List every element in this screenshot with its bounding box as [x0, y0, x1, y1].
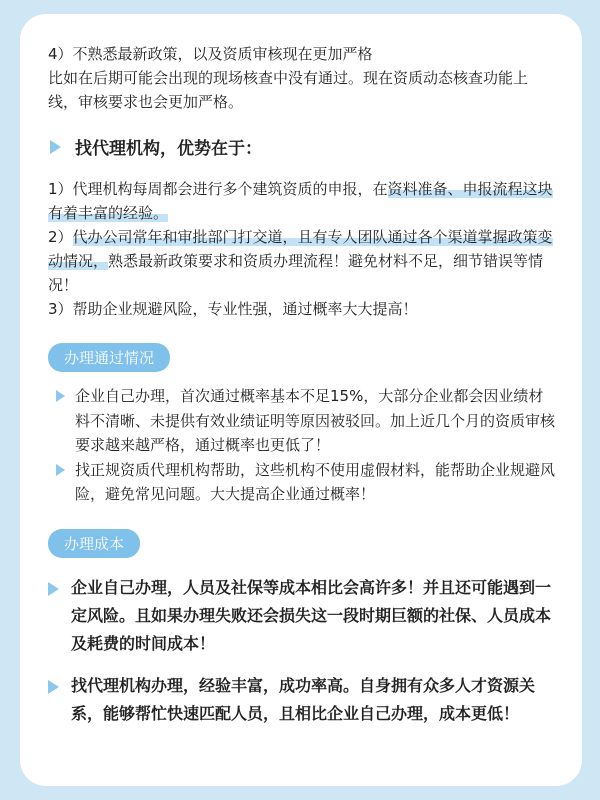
triangle-bullet-icon [48, 680, 59, 694]
agency-item-2-prefix: 2） [48, 228, 73, 246]
cost-item-text: 找代理机构办理，经验丰富，成功率高。自身拥有众多人才资源关系，能够帮忙快速匹配人员，且相比企业自己办理，成本更低！ [71, 675, 536, 723]
triangle-bullet-icon [50, 140, 61, 154]
intro-line-2: 比如在后期可能会出现的现场核查中没有通过。现在资质动态核查功能上线，审核要求也会更加严格。 [48, 69, 529, 111]
agency-item-3: 3）帮助企业规避风险，专业性强，通过概率大大提高！ [48, 300, 418, 318]
agency-item-1 [48, 177, 556, 225]
triangle-bullet-icon [48, 582, 59, 596]
agency-item-2-text: 熟悉最新政策要求和资质办理流程！避免材料不足，细节错误等情况！ [48, 252, 544, 294]
triangle-bullet-icon [56, 464, 65, 476]
status-item-text: 找正规资质代理机构帮助，这些机构不使用虚假材料，能帮助企业规避风险，避免常见问题。大大提高企业通过概率！ [75, 460, 556, 503]
agency-item-1-highlight: 资料准备、申报流程这块有着丰富的经验。 [48, 180, 553, 222]
agency-item-2-highlight: 代办公司常年和审批部门打交道，且有专人团队通过各个渠道掌握政策变动情况， [48, 228, 553, 270]
agency-heading [48, 134, 556, 159]
cost-item [48, 672, 556, 728]
cost-tag: 办理成本 [48, 529, 140, 558]
status-item-text: 企业自己办理，首次通过概率基本不足15%，大部分企业都会因业绩材料不清晰、未提供有效业绩证明等原因被驳回。加上近几个月的资质审核要求越来越严格，通过概率也更低了！ [75, 387, 556, 454]
agency-item-2 [48, 225, 556, 297]
agency-heading-text: 找代理机构，优势在于： [75, 139, 262, 159]
cost-item [48, 574, 556, 658]
status-tag: 办理通过情况 [48, 343, 170, 372]
intro-line-1: 4）不熟悉最新政策，以及资质审核现在更加严格 [48, 45, 373, 63]
status-item [56, 384, 556, 458]
agency-item-1-text: 1）代理机构每周都会进行多个建筑资质的申报，在 [48, 180, 388, 198]
cost-item-text: 企业自己办理，人员及社保等成本相比会高许多！并且还可能遇到一定风险。且如果办理失败还会损失这一段时期巨额的社保、人员成本及耗费的时间成本！ [71, 577, 552, 653]
status-item [56, 458, 556, 507]
triangle-bullet-icon [56, 390, 65, 402]
content-card [20, 14, 582, 786]
